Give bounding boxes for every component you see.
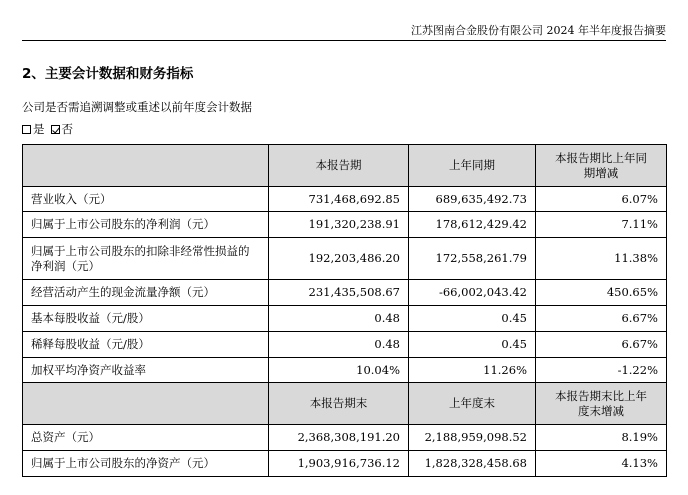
checkbox-no-checked[interactable]: [51, 125, 60, 134]
cell-prior: 689,635,492.73: [409, 187, 536, 212]
cell-current: 10.04%: [269, 358, 409, 383]
option-no-label: 否: [61, 122, 73, 136]
table1-header-blank: [23, 145, 269, 187]
table1-header-change: 本报告期比上年同期增减: [536, 145, 667, 187]
cell-current: 0.48: [269, 332, 409, 358]
table1-header-current: 本报告期: [269, 145, 409, 187]
cell-change: 450.65%: [536, 280, 667, 306]
row-label: 加权平均净资产收益率: [23, 358, 269, 383]
restatement-options: [22, 121, 79, 137]
cell-current: 192,203,486.20: [269, 238, 409, 280]
cell-current: 231,435,508.67: [269, 280, 409, 306]
cell-change: 6.07%: [536, 187, 667, 212]
row-label: 基本每股收益（元/股）: [23, 306, 269, 332]
row-label: 归属于上市公司股东的净资产（元）: [23, 451, 269, 477]
table1-header-prior: 上年同期: [409, 145, 536, 187]
restatement-question: 公司是否需追溯调整或重述以前年度会计数据: [22, 100, 252, 114]
table-row: [23, 451, 667, 477]
cell-current: 2,368,308,191.20: [269, 425, 409, 451]
table2-header-change: 本报告期末比上年度末增减: [536, 383, 667, 425]
cell-prior: 2,188,959,098.52: [409, 425, 536, 451]
table2-header-row: [23, 383, 667, 425]
row-label: 经营活动产生的现金流量净额（元）: [23, 280, 269, 306]
cell-change: -1.22%: [536, 358, 667, 383]
cell-change: 11.38%: [536, 238, 667, 280]
checkbox-yes[interactable]: [22, 125, 31, 134]
cell-prior: 0.45: [409, 332, 536, 358]
option-no[interactable]: [51, 121, 74, 137]
table-row: [23, 187, 667, 212]
cell-prior: 1,828,328,458.68: [409, 451, 536, 477]
table1-header-row: [23, 145, 667, 187]
option-yes-label: 是: [33, 122, 45, 136]
cell-prior: 11.26%: [409, 358, 536, 383]
table-row: [23, 280, 667, 306]
document-header: 江苏图南合金股份有限公司 2024 年半年度报告摘要: [411, 24, 666, 37]
option-yes[interactable]: [22, 121, 45, 137]
financial-data-table: [22, 144, 667, 477]
cell-prior: -66,002,043.42: [409, 280, 536, 306]
table-row: [23, 306, 667, 332]
row-label: 总资产（元）: [23, 425, 269, 451]
table-row: [23, 358, 667, 383]
table-row: [23, 238, 667, 280]
row-label: 稀释每股收益（元/股）: [23, 332, 269, 358]
cell-current: 0.48: [269, 306, 409, 332]
row-label: 归属于上市公司股东的净利润（元）: [23, 212, 269, 238]
table2-header-current: 本报告期末: [269, 383, 409, 425]
cell-prior: 0.45: [409, 306, 536, 332]
table2-header-blank: [23, 383, 269, 425]
cell-prior: 172,558,261.79: [409, 238, 536, 280]
cell-current: 731,468,692.85: [269, 187, 409, 212]
table-row: [23, 332, 667, 358]
row-label: 归属于上市公司股东的扣除非经常性损益的净利润（元）: [23, 238, 269, 280]
cell-change: 6.67%: [536, 332, 667, 358]
cell-change: 7.11%: [536, 212, 667, 238]
cell-current: 191,320,238.91: [269, 212, 409, 238]
table2-header-prior: 上年度末: [409, 383, 536, 425]
cell-change: 8.19%: [536, 425, 667, 451]
cell-prior: 178,612,429.42: [409, 212, 536, 238]
table-row: [23, 425, 667, 451]
table-row: [23, 212, 667, 238]
cell-current: 1,903,916,736.12: [269, 451, 409, 477]
section-title: 2、主要会计数据和财务指标: [22, 66, 194, 82]
cell-change: 6.67%: [536, 306, 667, 332]
cell-change: 4.13%: [536, 451, 667, 477]
row-label: 营业收入（元）: [23, 187, 269, 212]
